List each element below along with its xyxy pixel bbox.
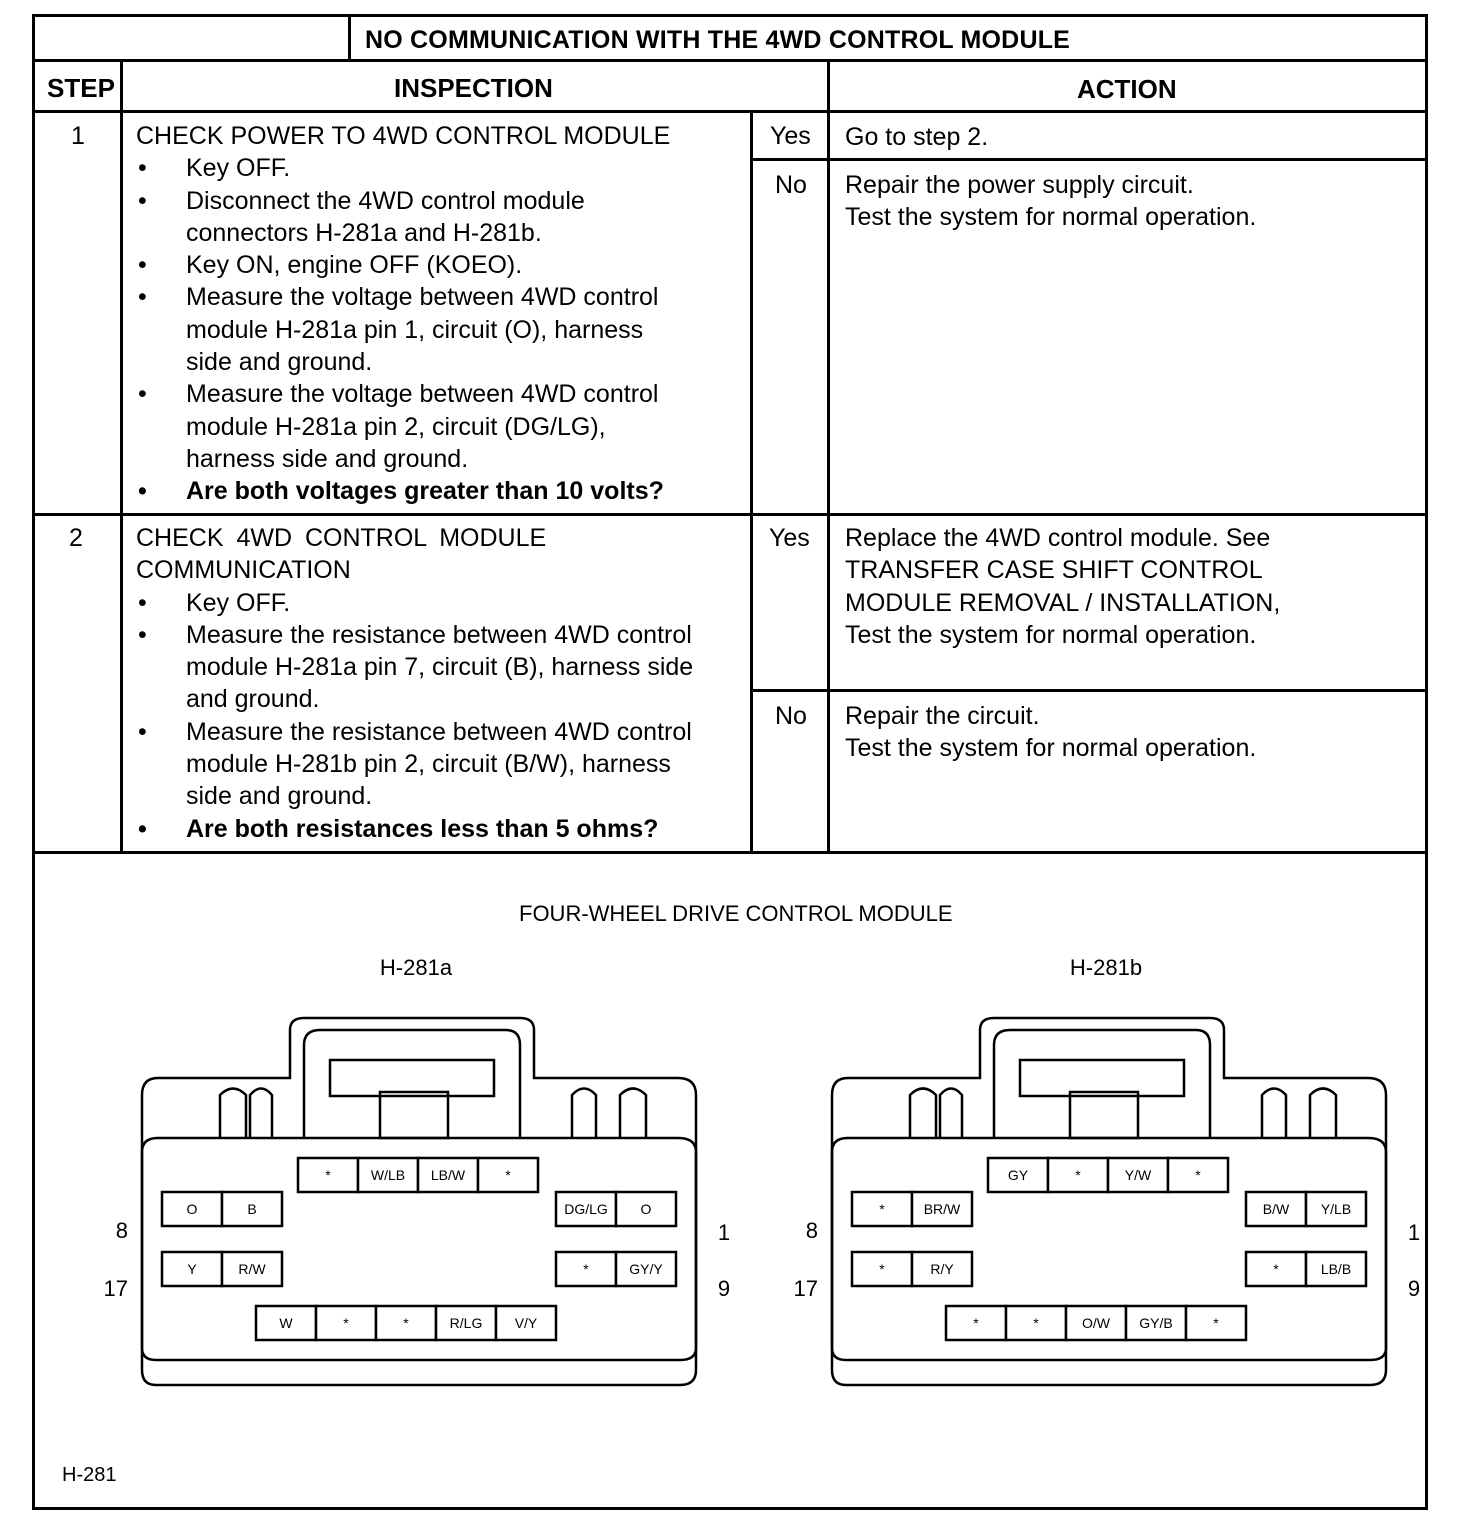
step-number: 1: [71, 122, 85, 150]
pin-number-label: 9: [717, 1276, 731, 1301]
housing-rib: [620, 1089, 646, 1139]
pin-number-label: 9: [1407, 1276, 1421, 1301]
header-inspection: INSPECTION: [394, 73, 553, 103]
bullet-line: Key OFF.: [186, 154, 291, 183]
step-heading: CHECK 4WD CONTROL MODULE: [136, 524, 547, 552]
action-line: MODULE REMOVAL / INSTALLATION,: [845, 588, 1281, 617]
pin-number-label: 1: [1407, 1220, 1421, 1245]
pin-label: B/W: [1262, 1201, 1290, 1217]
latch-tab: [1070, 1092, 1138, 1138]
pin-label: LB/B: [1320, 1261, 1352, 1277]
pin-label: R/LG: [449, 1315, 483, 1331]
no-label: No: [775, 171, 807, 199]
question-text: Are both voltages greater than 10 volts?: [186, 477, 664, 506]
action-line: Test the system for normal operation.: [845, 620, 1257, 649]
pin-label: *: [505, 1167, 511, 1183]
connector-h281a: [104, 955, 731, 1385]
step-number: 2: [69, 524, 83, 552]
bullet-line: side and ground.: [186, 782, 373, 811]
latch-window: [330, 1060, 494, 1096]
pin-number-label: 8: [115, 1218, 128, 1243]
bullet-line: module H-281a pin 2, circuit (DG/LG),: [186, 412, 606, 441]
step-heading: CHECK POWER TO 4WD CONTROL MODULE: [136, 122, 671, 150]
bullet-line: Key OFF.: [186, 588, 291, 617]
page-title: NO COMMUNICATION WITH THE 4WD CONTROL MODULE: [365, 26, 1071, 54]
action-line: TRANSFER CASE SHIFT CONTROL: [845, 556, 1263, 585]
pin-label: *: [325, 1167, 331, 1183]
pin-label: *: [879, 1261, 885, 1277]
action-line: Test the system for normal operation.: [845, 203, 1257, 232]
bullet-line: module H-281a pin 7, circuit (B), harness side: [186, 653, 694, 682]
housing-rib: [910, 1089, 936, 1139]
bullet-line: side and ground.: [186, 348, 373, 377]
question-text: Are both resistances less than 5 ohms?: [186, 814, 659, 843]
pin-label: Y: [187, 1261, 197, 1277]
pin-label: *: [1033, 1315, 1039, 1331]
pin-label: *: [1195, 1167, 1201, 1183]
bullet-line: harness side and ground.: [186, 444, 469, 473]
pin-number-label: 1: [717, 1220, 731, 1245]
pin-label: O/W: [1082, 1315, 1110, 1331]
housing-rib: [220, 1089, 246, 1139]
pin-label: V/Y: [514, 1315, 538, 1331]
bullet-line: Measure the voltage between 4WD control: [186, 380, 659, 409]
action-line: Test the system for normal operation.: [845, 734, 1257, 763]
bullet-line: Disconnect the 4WD control module: [186, 186, 585, 215]
pin-label: O: [186, 1201, 198, 1217]
housing-rib: [1310, 1089, 1336, 1139]
pin-label: B: [247, 1201, 257, 1217]
yes-action: Go to step 2.: [845, 123, 989, 151]
action-line: Repair the circuit.: [845, 702, 1040, 730]
housing-rib: [572, 1089, 596, 1139]
yes-label: Yes: [769, 524, 810, 552]
header-action: ACTION: [1077, 74, 1177, 104]
pin-label: LB/W: [430, 1167, 466, 1183]
bullet-line: Measure the voltage between 4WD control: [186, 283, 659, 312]
housing-rib: [1262, 1089, 1286, 1139]
housing-rib: [940, 1089, 962, 1139]
pin-label: *: [403, 1315, 409, 1331]
action-line: Repair the power supply circuit.: [845, 171, 1194, 199]
housing-rib: [250, 1089, 272, 1139]
bullet-line: module H-281b pin 2, circuit (B/W), harness: [186, 750, 671, 779]
no-label: No: [775, 702, 807, 730]
latch-window: [1020, 1060, 1184, 1096]
pin-label: Y/W: [1124, 1167, 1152, 1183]
pin-label: DG/LG: [564, 1201, 608, 1217]
connector-latch: [994, 1030, 1210, 1138]
bullet-line: Measure the resistance between 4WD control: [186, 620, 692, 649]
pin-label: *: [879, 1201, 885, 1217]
bullet-line: module H-281a pin 1, circuit (O), harness: [186, 315, 644, 344]
yes-label: Yes: [770, 122, 811, 150]
bullet-line: connectors H-281a and H-281b.: [186, 218, 542, 247]
pin-number-label: 8: [805, 1218, 818, 1243]
pin-label: GY/B: [1139, 1315, 1173, 1331]
pin-label: W/LB: [370, 1167, 406, 1183]
pin-label: R/Y: [930, 1261, 954, 1277]
step-heading: COMMUNICATION: [136, 556, 351, 585]
bullet-line: Measure the resistance between 4WD control: [186, 717, 692, 746]
diagram-title: FOUR-WHEEL DRIVE CONTROL MODULE: [519, 901, 953, 926]
bullet-line: Key ON, engine OFF (KOEO).: [186, 251, 523, 280]
pin-number-label: 17: [793, 1276, 818, 1301]
pin-label: *: [343, 1315, 349, 1331]
connector-name: H-281b: [1069, 955, 1143, 980]
pin-label: R/W: [238, 1261, 266, 1277]
pin-label: *: [583, 1261, 589, 1277]
pin-label: GY: [1007, 1167, 1029, 1183]
header-step: STEP: [47, 73, 115, 103]
pin-label: *: [973, 1315, 979, 1331]
latch-tab: [380, 1092, 448, 1138]
connector-latch: [304, 1030, 520, 1138]
pin-label: GY/Y: [629, 1261, 663, 1277]
connector-name: H-281a: [379, 955, 453, 980]
pin-label: *: [1213, 1315, 1219, 1331]
pin-label: Y/LB: [1320, 1201, 1352, 1217]
pin-label: BR/W: [923, 1201, 961, 1217]
bullet-line: and ground.: [186, 685, 320, 714]
pin-label: O: [640, 1201, 652, 1217]
pin-number-label: 17: [103, 1276, 128, 1301]
pin-label: *: [1075, 1167, 1081, 1183]
connector-h281b: [794, 955, 1421, 1385]
pin-label: W: [279, 1315, 293, 1331]
action-line: Replace the 4WD control module. See: [845, 524, 1271, 552]
pin-label: *: [1273, 1261, 1279, 1277]
diagram-reference: H-281: [62, 1464, 117, 1486]
